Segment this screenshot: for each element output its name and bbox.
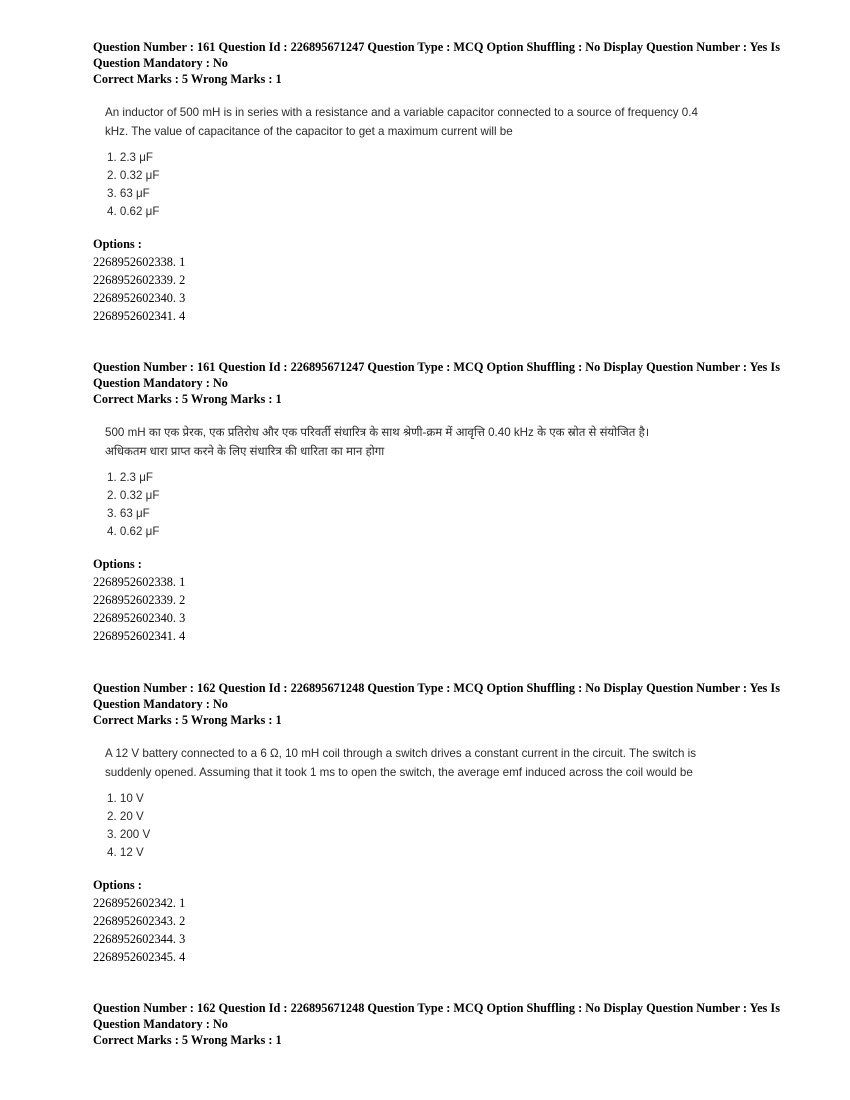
question-text-line: kHz. The value of capacitance of the capacitor to get a maximum current will be xyxy=(105,125,513,138)
header-line-1: Question Number : 162 Question Id : 226895671248 Question Type : MCQ Option Shuffling : No Display Question Number : Yes Is xyxy=(93,1001,780,1015)
marks-line: Correct Marks : 5 Wrong Marks : 1 xyxy=(93,392,282,406)
option-ids xyxy=(93,573,773,645)
header-line-2: Question Mandatory : No xyxy=(93,697,228,711)
question-text xyxy=(105,423,725,461)
answer-choices xyxy=(107,790,773,862)
question-header xyxy=(93,39,780,87)
header-line-1: Question Number : 162 Question Id : 226895671248 Question Type : MCQ Option Shuffling : No Display Question Number : Yes Is xyxy=(93,681,780,695)
option-id-row: 2268952602339. 2 xyxy=(93,273,186,287)
question-text-line: An inductor of 500 mH is in series with a resistance and a variable capacitor connected to a source of frequency 0.4 xyxy=(105,106,698,119)
question-text-line: A 12 V battery connected to a 6 Ω, 10 mH coil through a switch drives a constant current in the circuit. The switch is xyxy=(105,747,697,760)
option-id-row: 2268952602338. 1 xyxy=(93,575,186,589)
option-id-row: 2268952602344. 3 xyxy=(93,932,186,946)
option-id-row: 2268952602341. 4 xyxy=(93,309,186,323)
option-id-row: 2268952602345. 4 xyxy=(93,950,186,964)
question-text xyxy=(105,103,725,141)
answer-choice: 2. 20 V xyxy=(107,810,144,823)
option-ids xyxy=(93,894,773,966)
answer-choice: 1. 2.3 μF xyxy=(107,151,153,164)
question-block-162-en xyxy=(93,680,780,966)
answer-choices xyxy=(107,149,773,221)
options-title: Options : xyxy=(93,237,142,251)
answer-choice: 4. 0.62 μF xyxy=(107,525,160,538)
answer-choice: 3. 63 μF xyxy=(107,507,150,520)
question-text xyxy=(105,744,725,782)
header-line-2: Question Mandatory : No xyxy=(93,56,228,70)
option-id-row: 2268952602342. 1 xyxy=(93,896,186,910)
option-id-row: 2268952602338. 1 xyxy=(93,255,186,269)
question-block-161-hi xyxy=(93,359,780,645)
option-id-row: 2268952602343. 2 xyxy=(93,914,186,928)
answer-choice: 4. 12 V xyxy=(107,846,144,859)
question-text-line: 500 mH का एक प्रेरक, एक प्रतिरोध और एक परिवर्ती संधारित्र के साथ श्रेणी-क्रम में आवृत्ति 0.40 kHz के एक स्रोत से संयोजित है। xyxy=(105,426,650,439)
answer-choice: 3. 200 V xyxy=(107,828,151,841)
header-line-1: Question Number : 161 Question Id : 226895671247 Question Type : MCQ Option Shuffling : No Display Question Number : Yes Is xyxy=(93,40,780,54)
option-id-row: 2268952602339. 2 xyxy=(93,593,186,607)
answer-choices xyxy=(107,469,773,541)
question-text-line: suddenly opened. Assuming that it took 1 ms to open the switch, the average emf induced across the coil would be xyxy=(105,766,693,779)
option-id-row: 2268952602341. 4 xyxy=(93,629,186,643)
header-line-2: Question Mandatory : No xyxy=(93,376,228,390)
answer-choice: 4. 0.62 μF xyxy=(107,205,160,218)
option-ids xyxy=(93,253,773,325)
answer-choice: 2. 0.32 μF xyxy=(107,169,160,182)
question-header xyxy=(93,680,780,728)
answer-choice: 2. 0.32 μF xyxy=(107,489,160,502)
question-block-161-en xyxy=(93,39,780,325)
question-block-162-hi xyxy=(93,1000,780,1048)
answer-choice: 3. 63 μF xyxy=(107,187,150,200)
marks-line: Correct Marks : 5 Wrong Marks : 1 xyxy=(93,713,282,727)
question-header xyxy=(93,1000,780,1048)
answer-choice: 1. 10 V xyxy=(107,792,144,805)
option-id-row: 2268952602340. 3 xyxy=(93,611,186,625)
answer-choice: 1. 2.3 μF xyxy=(107,471,153,484)
options-title: Options : xyxy=(93,878,142,892)
options-title: Options : xyxy=(93,557,142,571)
question-header xyxy=(93,359,780,407)
question-text-line: अधिकतम धारा प्राप्त करने के लिए संधारित्र की धारिता का मान होगा xyxy=(105,445,385,458)
marks-line: Correct Marks : 5 Wrong Marks : 1 xyxy=(93,1033,282,1047)
marks-line: Correct Marks : 5 Wrong Marks : 1 xyxy=(93,72,282,86)
option-id-row: 2268952602340. 3 xyxy=(93,291,186,305)
header-line-1: Question Number : 161 Question Id : 226895671247 Question Type : MCQ Option Shuffling : No Display Question Number : Yes Is xyxy=(93,360,780,374)
header-line-2: Question Mandatory : No xyxy=(93,1017,228,1031)
